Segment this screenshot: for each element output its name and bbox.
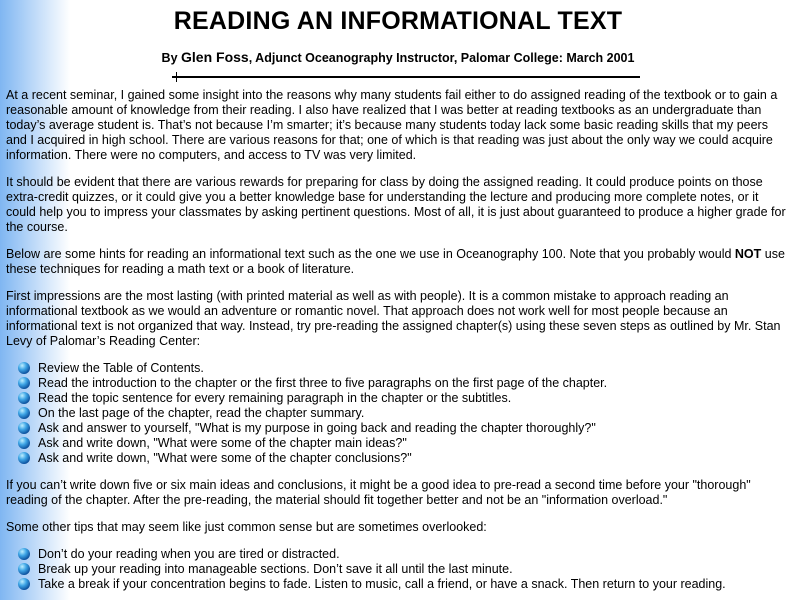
bullet-ball-icon (18, 392, 30, 404)
bullet-ball-icon (18, 452, 30, 464)
list-item (18, 421, 790, 436)
list-item (18, 436, 790, 451)
list-item (18, 391, 790, 406)
list-item (18, 361, 790, 376)
byline-rest: , Adjunct Oceanography Instructor, Palomar College: March 2001 (248, 51, 635, 65)
hints-not-emphasis: NOT (734, 247, 762, 261)
list-item (18, 547, 790, 562)
rule-line (172, 76, 640, 78)
paragraph-second-preread: If you can’t write down five or six main ideas and conclusions, it might be a good idea to pre-read a second time before your "thorough" reading of the chapter. After the pre-reading, the material should fit together better and not be an "information overload." (6, 478, 751, 507)
bullet-ball-icon (18, 377, 30, 389)
paragraph-first-impressions: First impressions are the most lasting (with printed material as well as with people). It is a common mistake to approach reading an informational textbook as we would an adventure or romantic novel. That approach does not work well for most people because an informational text is not organized that way. Instead, try pre-reading the assigned chapter(s) using these seven steps as outlined by Mr. Stan Levy of Palomar’s Reading Center: (6, 289, 781, 348)
list-item-text: Break up your reading into manageable sections. Don’t save it all until the last minute. (38, 562, 513, 576)
list-item (18, 376, 790, 391)
tips-list (6, 547, 790, 592)
list-item-text: Ask and write down, "What were some of the chapter main ideas?" (38, 436, 407, 450)
hints-text-after: use these techniques for reading a math text or a book of literature. (6, 247, 785, 276)
paragraph-hints (6, 247, 790, 277)
page-title: READING AN INFORMATIONAL TEXT (173, 7, 623, 35)
prereading-steps-list (6, 361, 790, 466)
byline (6, 49, 790, 66)
list-item-text: Ask and write down, "What were some of the chapter conclusions?" (38, 451, 412, 465)
list-item-text: Don’t do your reading when you are tired or distracted. (38, 547, 340, 561)
list-item-text: Review the Table of Contents. (38, 361, 204, 375)
paragraph-intro: At a recent seminar, I gained some insight into the reasons why many students fail either to do assigned reading of the textbook or to gain a reasonable amount of knowledge from their reading. I also have realized that I was better at reading textbooks as an undergraduate than today’s average student is. That’s not because I’m smarter; it’s because many students today lack some basic reading skills that my peers and I acquired in high school. There are various reasons for that; one of which is that reading was just about the only way we could acquire information. There were no computers, and access to TV was very limited. (6, 88, 778, 162)
horizontal-rule (6, 66, 790, 88)
bullet-ball-icon (18, 563, 30, 575)
list-item (18, 451, 790, 466)
list-item (18, 562, 790, 577)
bullet-ball-icon (18, 362, 30, 374)
list-item-text: Read the introduction to the chapter or the first three to five paragraphs on the first page of the chapter. (38, 376, 608, 390)
list-item (18, 577, 790, 592)
list-item-text: On the last page of the chapter, read the chapter summary. (38, 406, 365, 420)
bullet-ball-icon (18, 437, 30, 449)
list-item-text: Ask and answer to yourself, "What is my purpose in going back and reading the chapter thoroughly?" (38, 421, 596, 435)
hints-text-before: Below are some hints for reading an informational text such as the one we use in Oceanography 100. Note that you probably would (6, 247, 735, 261)
bullet-ball-icon (18, 548, 30, 560)
list-item-text: Take a break if your concentration begins to fade. Listen to music, call a friend, or have a snack. Then return to your reading. (38, 577, 726, 591)
paragraph-other-tips: Some other tips that may seem like just common sense but are sometimes overlooked: (6, 520, 487, 534)
byline-prefix: By (161, 51, 178, 65)
bullet-ball-icon (18, 407, 30, 419)
author-name: Glen Foss (181, 49, 249, 65)
bullet-ball-icon (18, 578, 30, 590)
list-item (18, 406, 790, 421)
text-cursor-icon (176, 72, 177, 82)
bullet-ball-icon (18, 422, 30, 434)
list-item-text: Read the topic sentence for every remaining paragraph in the chapter or the subtitles. (38, 391, 512, 405)
paragraph-rewards: It should be evident that there are various rewards for preparing for class by doing the assigned reading. It could produce points on those extra-credit quizzes, or it could give you a better knowledge base for understanding the lecture and producing more complete notes, or it could help you to impress your classmates by asking pertinent questions. Most of all, it is just about guaranteed to produce a higher grade for the course. (6, 175, 786, 234)
